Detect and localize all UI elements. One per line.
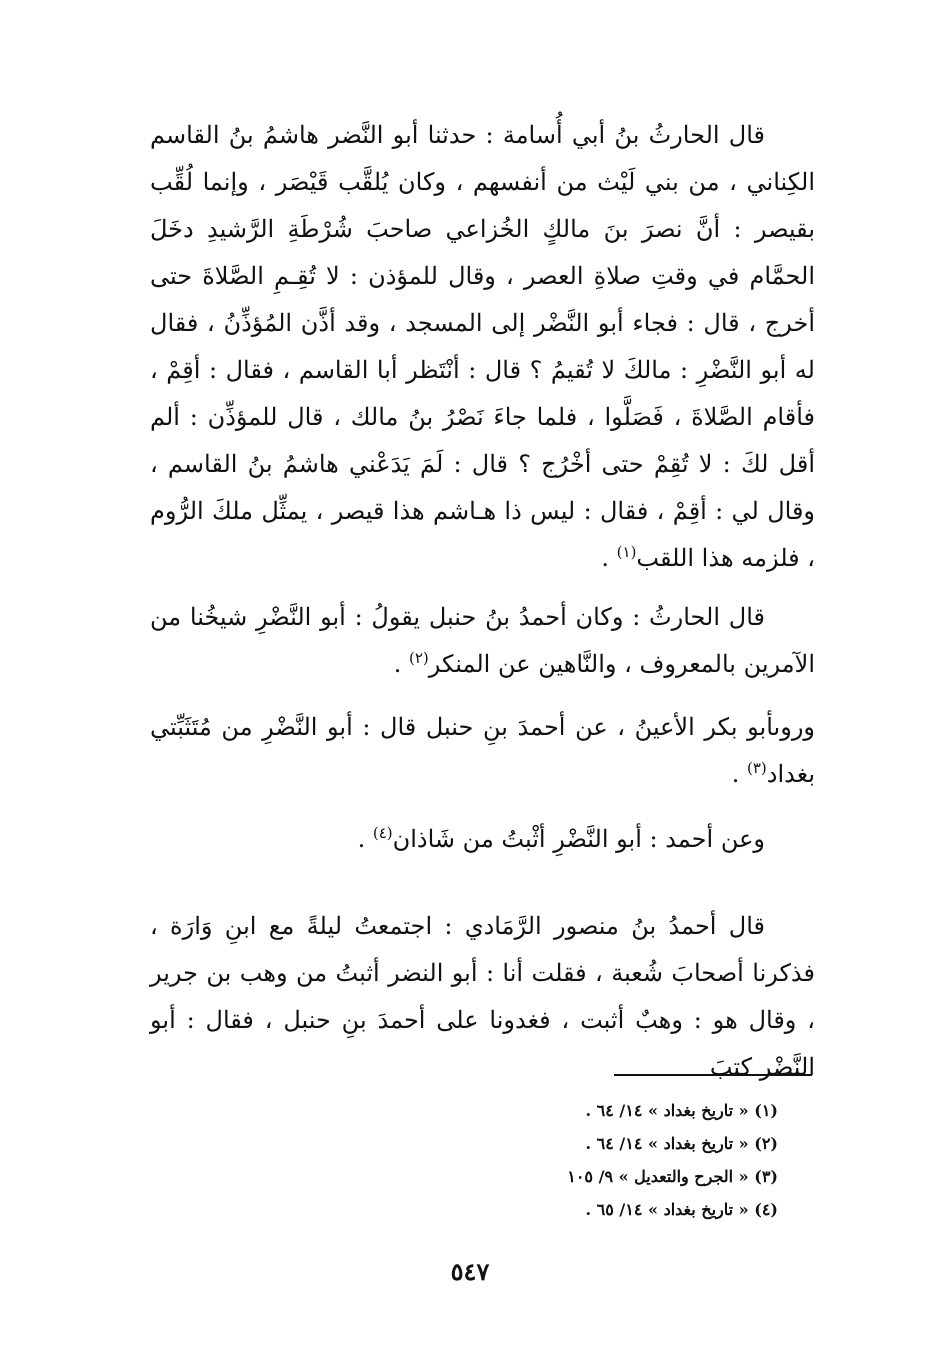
footnote: (٣) « الجرح والتعديل » ٩/ ١٠٥ [567, 1167, 778, 1186]
paragraph-end: . [357, 825, 373, 853]
paragraph-text: قال الحارثُ : وكان أحمدُ بنُ حنبل يقولُ : أبو النَّضْرِ شيخُنا من الآمرين بالمعروف ، والنَّاهين عن المنكر [150, 603, 815, 678]
page-number: ٥٤٧ [450, 1257, 490, 1286]
paragraph-text: قال الحارثُ بنُ أبي أُسامة : حدثنا أبو النَّضر هاشمُ بنُ القاسم الكِناني ، من بني لَيْث من أنفسهم ، وكان يُلقَّب قَيْصَر ، وإنما لُقِّب بقيصر : أنَّ نصرَ بنَ مالكٍ الخُزاعي صاحبَ شُرْطَةِ الرَّشيدِ دخَلَ الحمَّام في وقتِ صلاةِ العصر ، وقال للمؤذن : لا تُقِـمِ الصَّلاةَ حتى أخرج ، قال : فجاء أبو النَّضْر إلى المسجد ، وقد أذَّن المُؤذِّنُ ، فقال له أبو النَّضْرِ : مالكَ لا تُقيمُ ؟ قال : أنْتَظر أبا القاسم ، فقال : أقِمْ ، فأقام الصَّلاةَ ، فَصَلَّوا ، فلما جاءَ نَصْرُ بنُ مالك ، قال للمؤذِّن : ألم أقل لكَ : لا تُقِمْ حتى أخْرُج ؟ قال : لَمَ يَدَعْني هاشمُ بنُ القاسم ، وقال لي : أقِمْ ، فقال : ليس ذا هـاشم هذا قيصر ، يمثِّل ملكَ الرُّوم ، فلزمه هذا اللقب [150, 121, 815, 572]
footnote: (٤) « تاريخ بغداد » ١٤/ ٦٥ . [585, 1200, 778, 1219]
paragraph [150, 594, 815, 688]
footnotes [420, 1094, 778, 1226]
paragraph [150, 903, 815, 1091]
main-text [150, 112, 815, 1091]
footnote-reference: (١) [616, 543, 637, 561]
paragraph-text: قال أحمدُ بنُ منصور الرَّمَادي : اجتمعتُ ليلةً مع ابنِ وَارَة ، فذكرنا أصحابَ شُعبة ، فقلت أنا : أبو النضر أثبتُ من وهب بن جرير ، وقال هو : وهبٌ أثبت ، فغدونا على أحمدَ بنِ حنبل ، فقال : أبو النَّضْر كتبَ [150, 912, 815, 1081]
footnote-reference: (٣) [747, 759, 767, 777]
paragraph [150, 112, 815, 582]
paragraph [150, 704, 815, 798]
paragraph [150, 816, 815, 863]
footnote-reference: (٤) [372, 824, 393, 842]
footnote: (٢) « تاريخ بغداد » ١٤/ ٦٤ . [585, 1134, 778, 1153]
footnote-reference: (٢) [408, 649, 429, 667]
paragraph-text: وعن أحمد : أبو النَّضْرِ أثْبتُ من شَاذان [392, 825, 765, 853]
paragraph-text: وروىأبو بكر الأعينُ ، عن أحمدَ بنِ حنبل قال : أبو النَّضْرِ من مُتَثَبِّتي بغداد [150, 713, 815, 788]
paragraph-end: . [601, 544, 617, 572]
footnote: (١) « تاريخ بغداد » ١٤/ ٦٤ . [585, 1101, 778, 1120]
footnote-divider [614, 1074, 812, 1076]
paragraph-end: . [393, 650, 409, 678]
paragraph-end: . [731, 760, 747, 788]
